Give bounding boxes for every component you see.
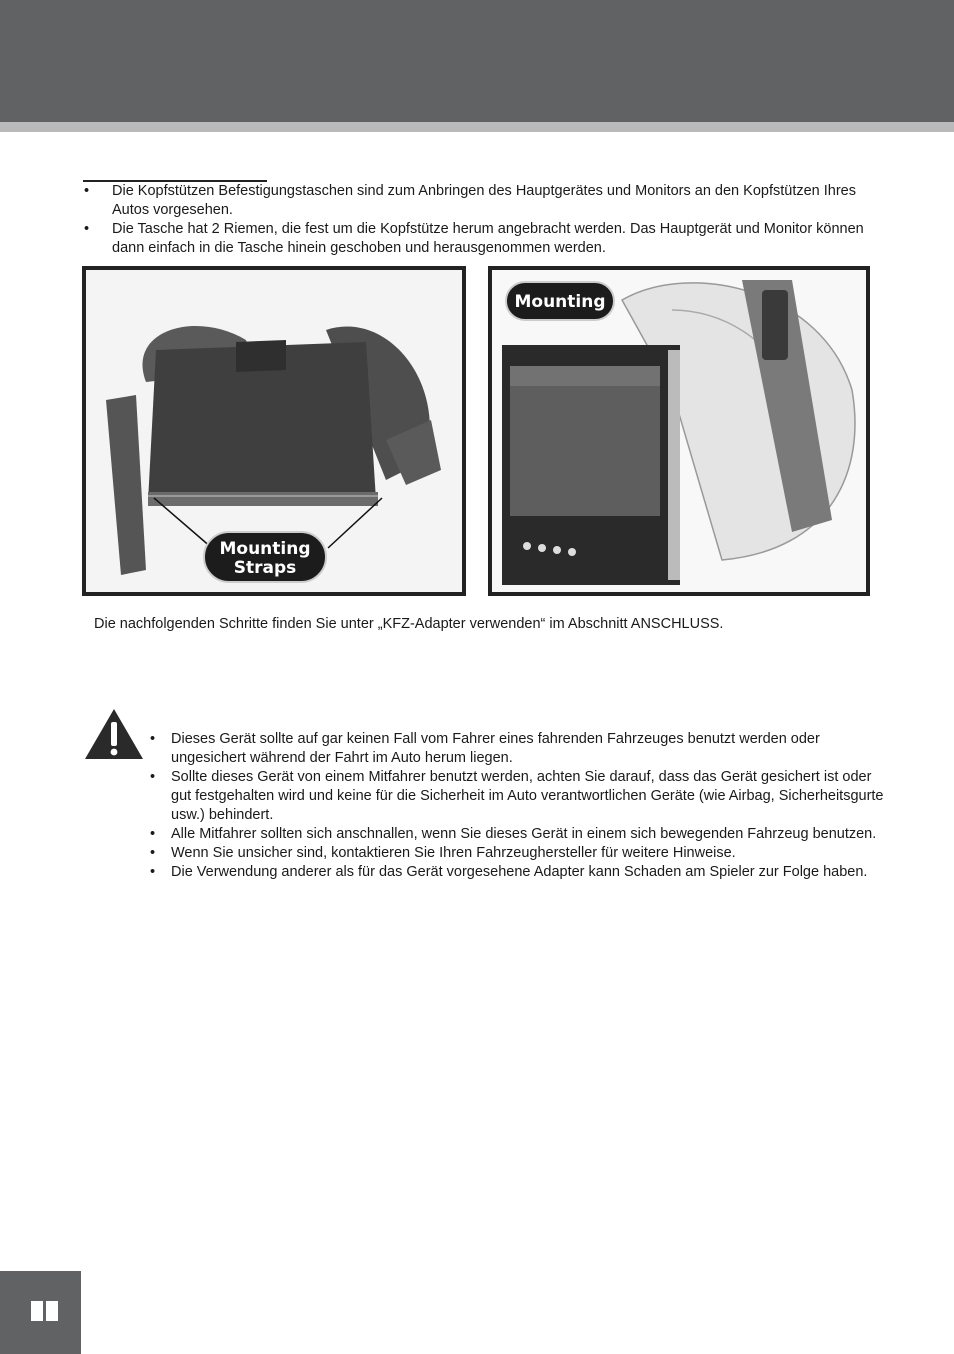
mounting-straps-label-line2: Straps [233,558,297,578]
warning-item-5: Die Verwendung anderer als für das Gerät vorgesehene Adapter kann Schaden am Spieler zur Folge haben. [171,864,868,880]
warning-item-3: Alle Mitfahrer sollten sich anschnallen, wenn Sie dieses Gerät in einem sich bewegenden Fahrzeug benutzen. [171,826,877,842]
intro-bullet-1: Die Kopfstützen Befestigungstaschen sind zum Anbringen des Hauptgerätes und Monitors an den Kopfstützen Ihres Autos vorgesehen. [112,183,856,218]
warning-item-4: Wenn Sie unsicher sind, kontaktieren Sie Ihren Fahrzeughersteller für weitere Hinweise. [171,845,736,861]
list-item: • Die Kopfstützen Befestigungstaschen sind zum Anbringen des Hauptgerätes und Monitors an den Kopfstützen Ihres Autos vorgesehen. [84,183,856,218]
header-stripe [0,122,954,132]
figure-mounting-straps [82,266,466,596]
page-tab [0,1271,81,1354]
intro-bullet-2: Die Tasche hat 2 Riemen, die fest um die Kopfstütze herum angebracht werden. Das Hauptgerät und Monitor können dann einfach in die Tasche hinein geschoben und herausgenommen werden. [112,221,864,256]
list-item: • Die Tasche hat 2 Riemen, die fest um die Kopfstütze herum angebracht werden. Das Hauptgerät und Monitor können dann einfach in die Tasche hinein geschoben und herausgenommen werden. [84,221,864,256]
warning-list [150,730,890,882]
note-text: Die nachfolgenden Schritte finden Sie unter „KFZ-Adapter verwenden“ im Abschnitt ANSCHLUSS. [94,616,724,632]
figure-mounting [488,266,870,596]
book-icon [31,1301,59,1326]
warning-item-1: Dieses Gerät sollte auf gar keinen Fall vom Fahrer eines fahrenden Fahrzeuges benutzt werden oder ungesichert während der Fahrt im Auto herum liegen. [171,731,820,766]
list-item: • Dieses Gerät sollte auf gar keinen Fall vom Fahrer eines fahrenden Fahrzeuges benutzt werden oder ungesichert während der Fahrt im Auto herum liegen. [150,731,820,766]
warning-item-2: Sollte dieses Gerät von einem Mitfahrer benutzt werden, achten Sie darauf, dass das Gerät gesichert ist oder gut festgehalten wird und keine für die Sicherheit im Auto verantwortlichen Geräte (wie Airbag, Sicherheitsgurte usw.) behindert. [171,769,884,823]
warning-triangle-icon [84,708,144,765]
list-item: • Wenn Sie unsicher sind, kontaktieren Sie Ihren Fahrzeughersteller für weitere Hinweise. [150,845,736,861]
list-item: • Die Verwendung anderer als für das Gerät vorgesehene Adapter kann Schaden am Spieler zur Folge haben. [150,864,868,880]
list-item: • Sollte dieses Gerät von einem Mitfahrer benutzt werden, achten Sie darauf, dass das Gerät gesichert ist oder gut festgehalten wird und keine für die Sicherheit im Auto verantwortlichen Geräte (wie Airbag, Sicherheitsgurte usw.) behindert. [150,769,884,823]
mounting-label: Mounting [514,292,606,312]
intro-bullet-list [82,182,882,258]
header-band [0,0,954,122]
list-item: • Alle Mitfahrer sollten sich anschnallen, wenn Sie dieses Gerät in einem sich bewegenden Fahrzeug benutzen. [150,826,877,842]
mounting-straps-label-line1: Mounting [219,539,311,559]
